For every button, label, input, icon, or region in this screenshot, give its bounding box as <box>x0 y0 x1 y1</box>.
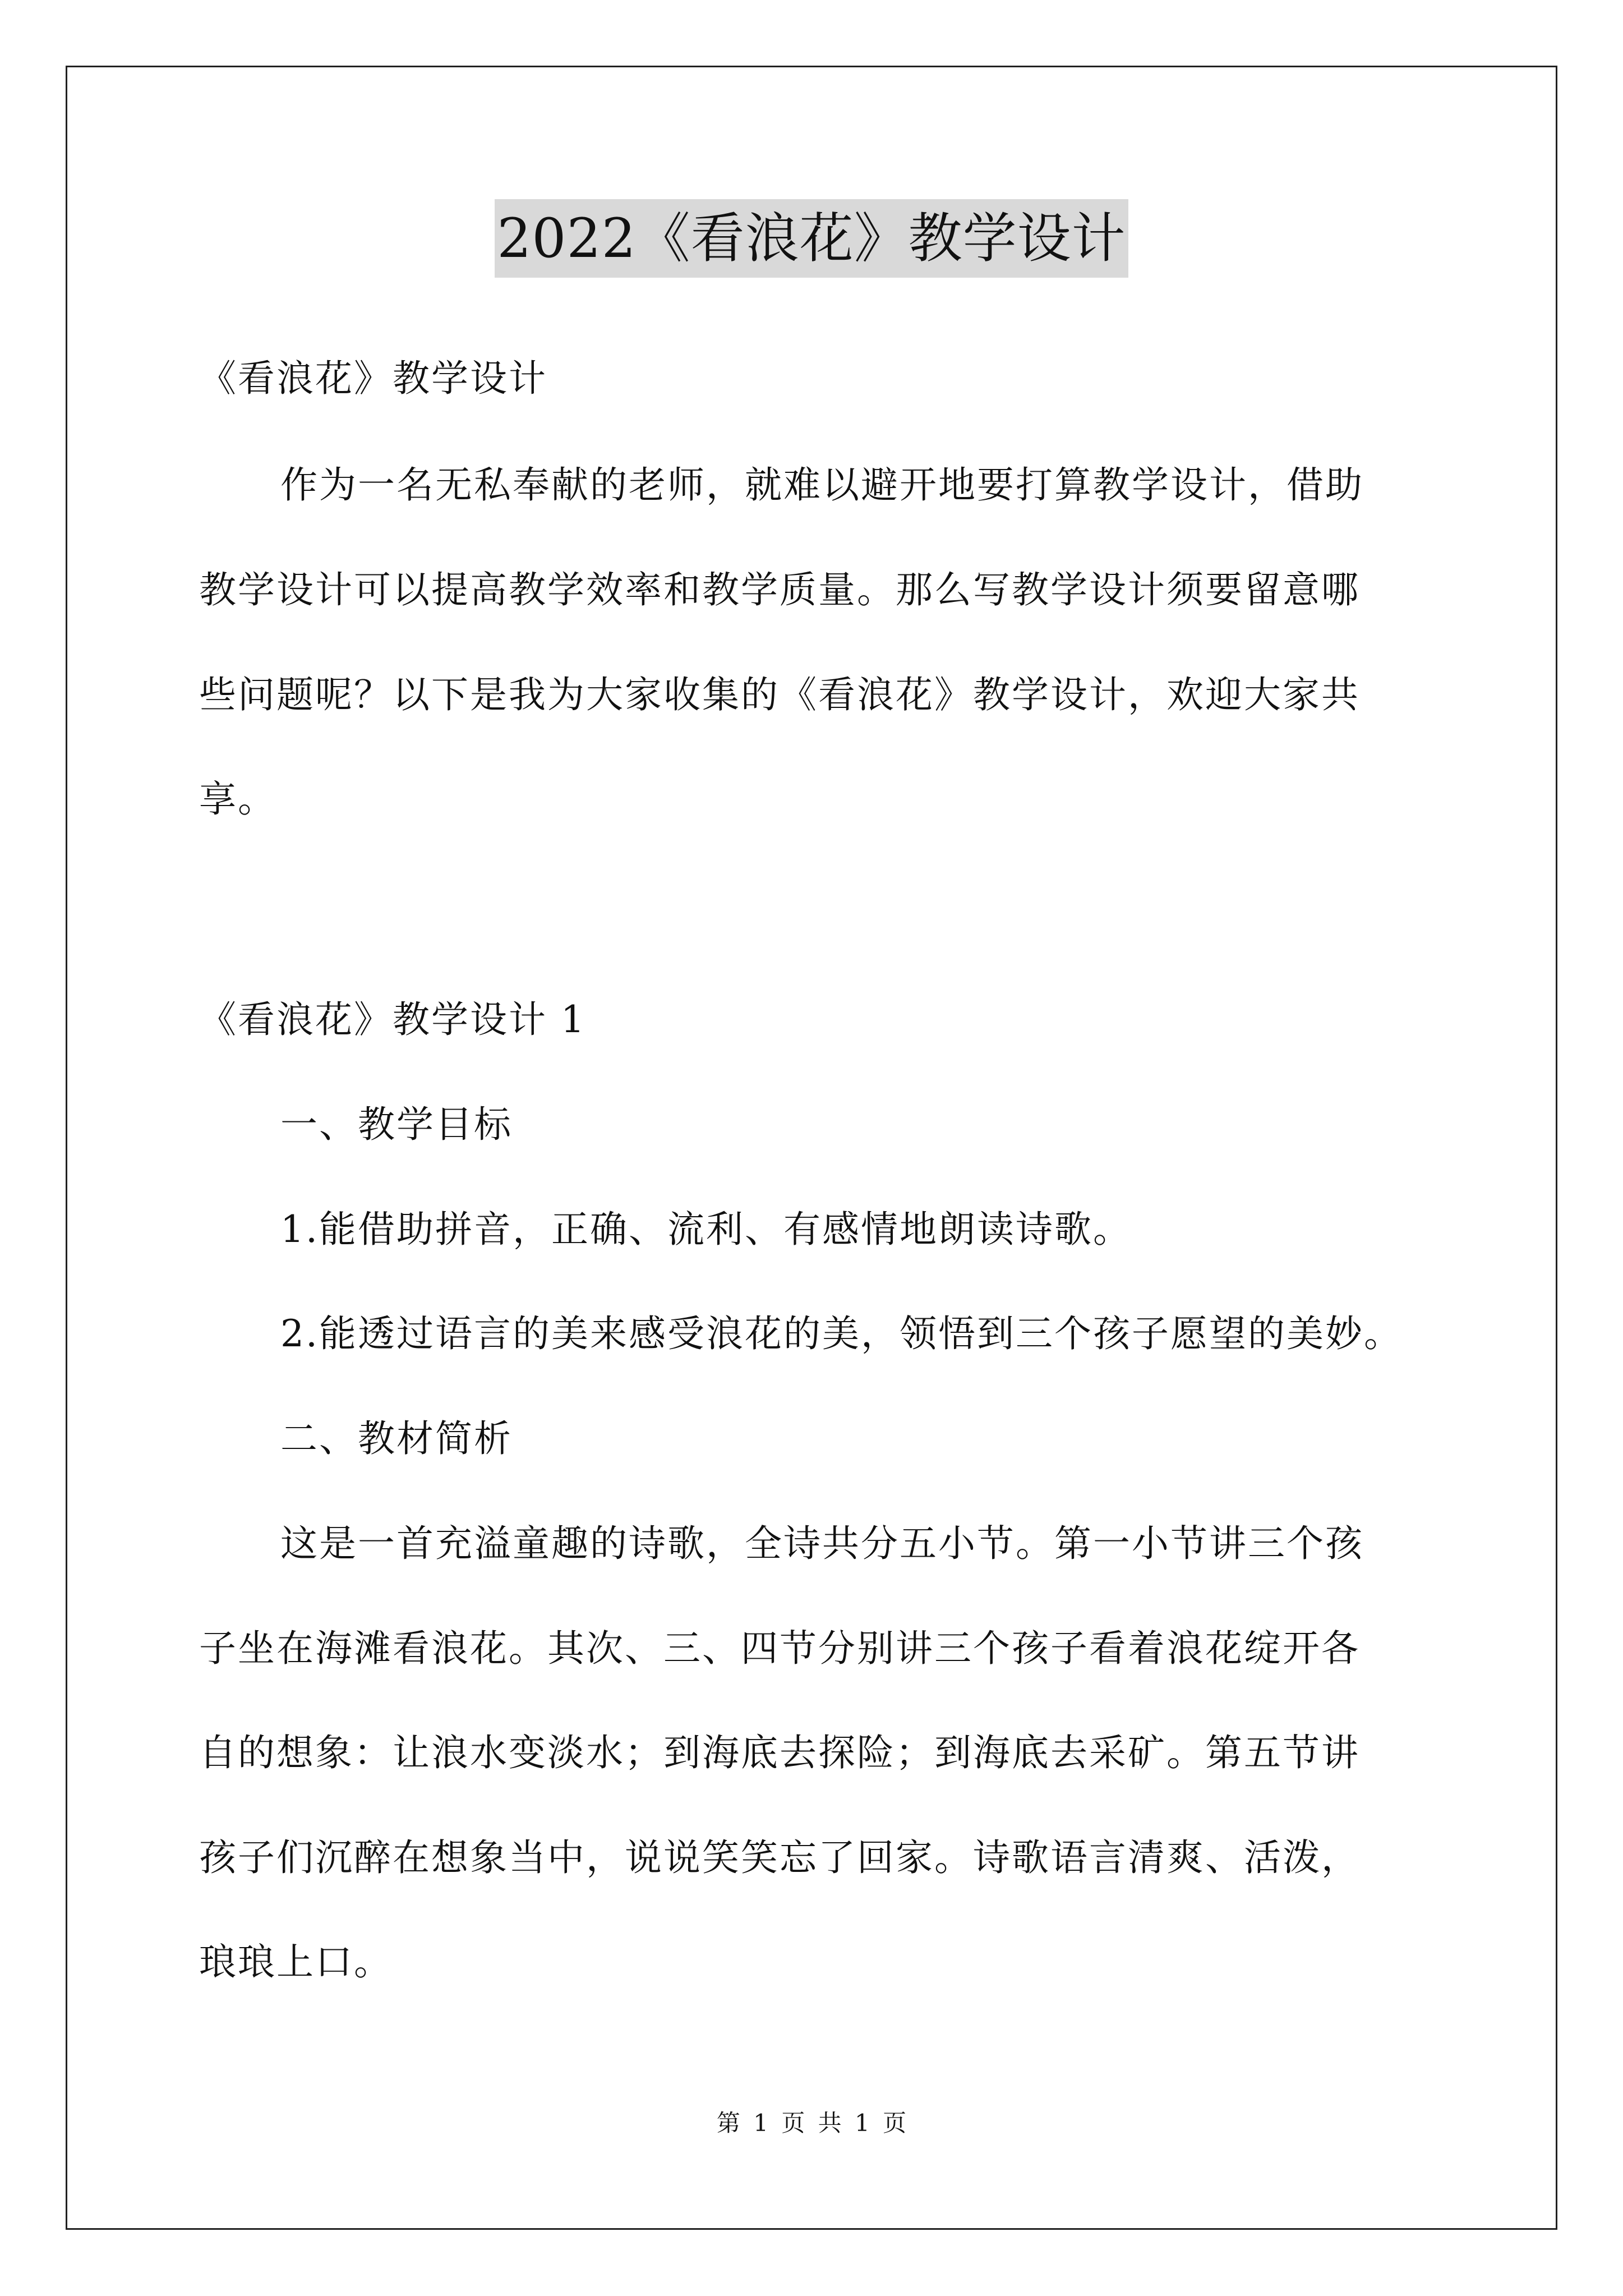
intro-line-2: 教学设计可以提高教学效率和教学质量。那么写教学设计须要留意哪 <box>199 568 1360 611</box>
subtitle-line: 《看浪花》教学设计 <box>199 357 547 400</box>
intro-line-1: 作为一名无私奉献的老师，就难以避开地要打算教学设计，借助 <box>280 463 1364 507</box>
heading-material-analysis: 二、教材简析 <box>280 1417 513 1460</box>
heading-teaching-goals: 一、教学目标 <box>280 1103 513 1146</box>
intro-line-3: 些问题呢？以下是我为大家收集的《看浪花》教学设计，欢迎大家共 <box>199 673 1360 716</box>
goal-item-1: 1.能借助拼音，正确、流利、有感情地朗读诗歌。 <box>280 1208 1132 1251</box>
analysis-line-2: 子坐在海滩看浪花。其次、三、四节分别讲三个孩子看着浪花绽开各 <box>199 1627 1360 1670</box>
goal-item-2: 2.能透过语言的美来感受浪花的美，领悟到三个孩子愿望的美妙。 <box>280 1312 1403 1355</box>
title-container <box>0 199 1623 278</box>
analysis-line-5: 琅琅上口。 <box>199 1940 393 1984</box>
page-footer: 第 1 页 共 1 页 <box>716 2109 907 2137</box>
analysis-line-1: 这是一首充溢童趣的诗歌，全诗共分五小节。第一小节讲三个孩 <box>280 1522 1364 1565</box>
analysis-line-3: 自的想象：让浪水变淡水；到海底去探险；到海底去采矿。第五节讲 <box>199 1731 1360 1774</box>
intro-line-4: 享。 <box>199 777 276 821</box>
section-heading: 《看浪花》教学设计 1 <box>199 998 586 1041</box>
document-title: 2022《看浪花》教学设计 <box>495 199 1128 278</box>
analysis-line-4: 孩子们沉醉在想象当中，说说笑笑忘了回家。诗歌语言清爽、活泼， <box>199 1836 1360 1879</box>
